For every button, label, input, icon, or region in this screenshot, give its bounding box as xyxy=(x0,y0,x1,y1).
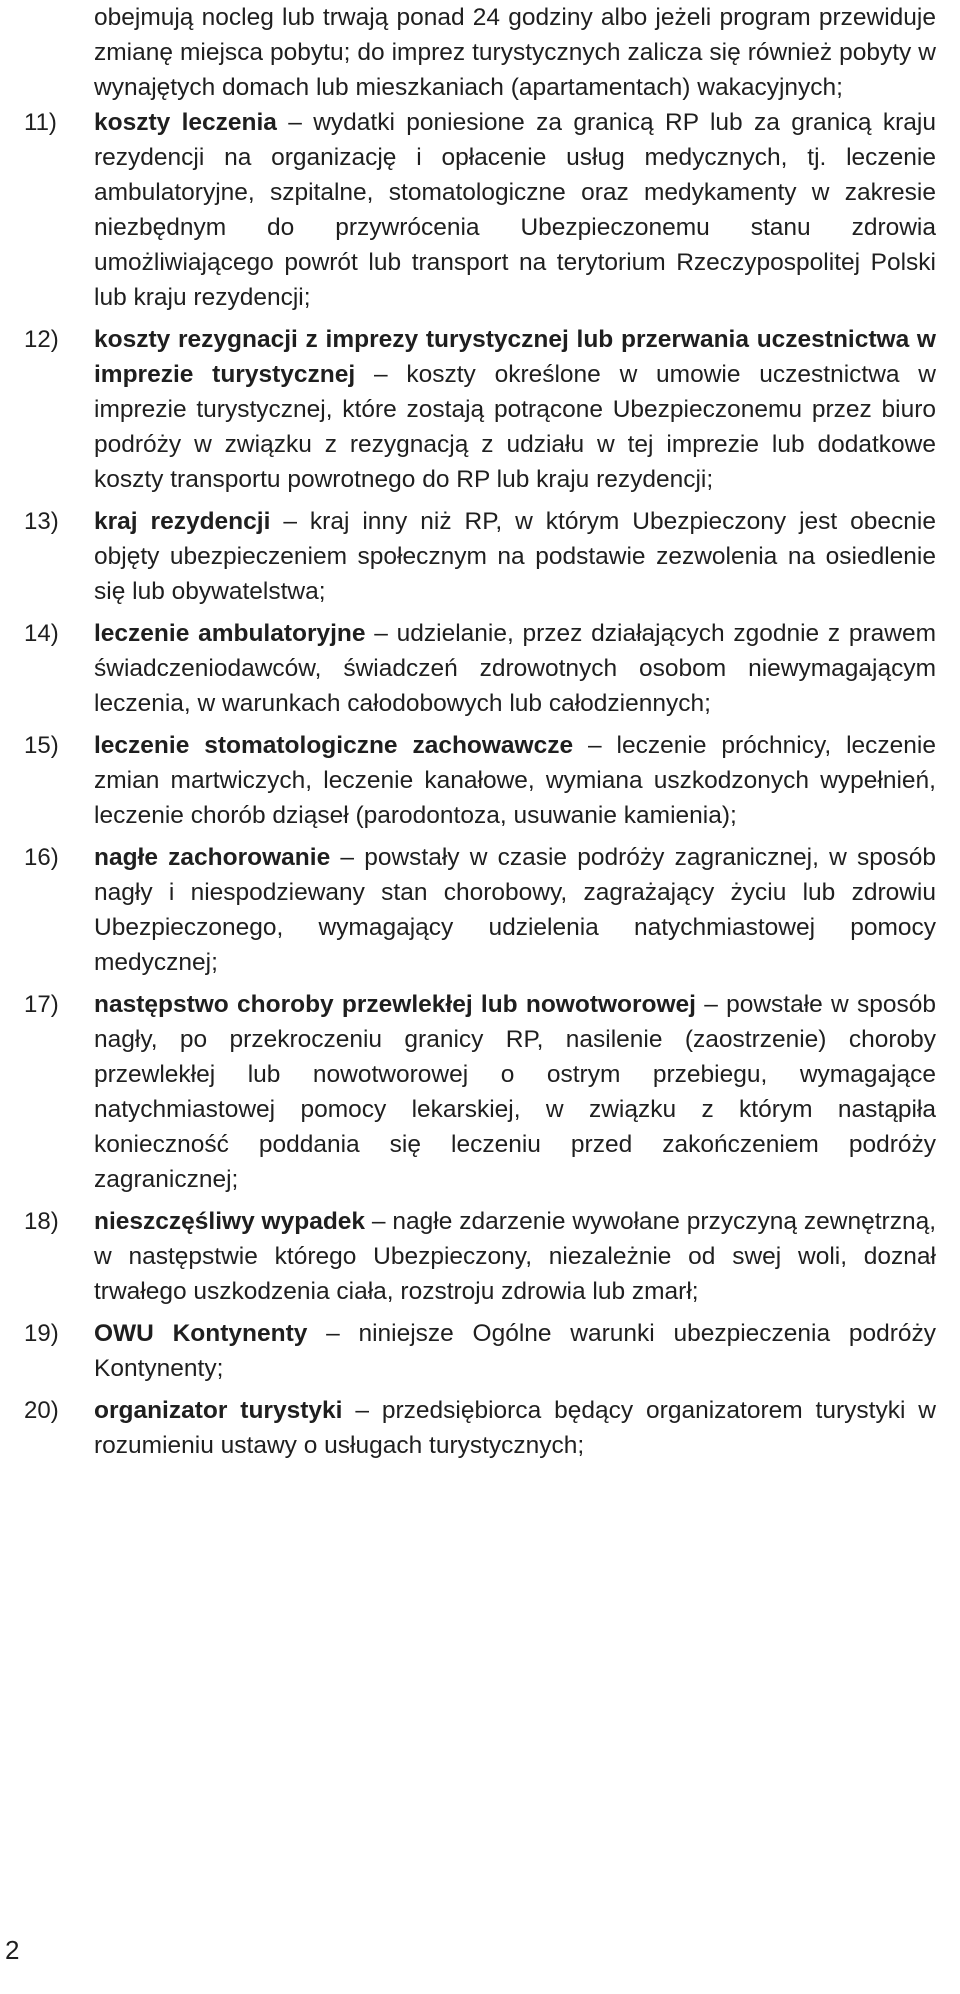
definition-number: 20) xyxy=(24,1397,59,1424)
definition-19 xyxy=(24,1316,936,1386)
definition-11 xyxy=(24,105,936,315)
definition-text: – leczenie próchnicy, leczenie zmian martwiczych, leczenie kanałowe, wymiana uszkodzonych wypełnień, leczenie chorób dziąseł (parodontoza, usuwanie kamienia); xyxy=(94,732,936,829)
definition-body xyxy=(94,728,936,833)
definition-term: nieszczęśliwy wypadek xyxy=(94,1208,366,1235)
definition-number: 12) xyxy=(24,326,59,353)
definition-13 xyxy=(24,504,936,609)
definition-text: – powstałe w sposób nagły, po przekroczeniu granicy RP, nasilenie (zaostrzenie) choroby przewlekłej lub nowotworowej o ostrym przebiegu, wymagające natychmiastowej pomocy lekarskiej, w związku z którym nastąpiła konieczność poddania się leczeniu przed zakończeniem podróży zagranicznej; xyxy=(94,991,936,1193)
intro-paragraph: obejmują nocleg lub trwają ponad 24 godziny albo jeżeli program przewiduje zmianę miejsca pobytu; do imprez turystycznych zalicza się również pobyty w wynajętych domach lub mieszkaniach (apartamentach) wakacyjnych; xyxy=(94,4,936,101)
definition-body xyxy=(94,840,936,980)
definition-term: leczenie stomatologiczne zachowawcze xyxy=(94,732,574,759)
definition-number: 13) xyxy=(24,508,59,535)
definition-number: 16) xyxy=(24,844,59,871)
definition-term: koszty rezygnacji z imprezy turystycznej lub przerwania uczestnictwa w imprezie turystycznej xyxy=(94,326,936,388)
definition-15 xyxy=(24,728,936,833)
definition-term: OWU Kontynenty xyxy=(94,1320,308,1347)
definition-text: – kraj inny niż RP, w którym Ubezpieczony jest obecnie objęty ubezpieczeniem społecznym na podstawie zezwolenia na osiedlenie się lub obywatelstwa; xyxy=(94,508,937,605)
definition-20 xyxy=(24,1393,936,1463)
definition-text: – wydatki poniesione za granicą RP lub za granicą kraju rezydencji na organizację i opłacenie usług medycznych, tj. leczenie ambulatoryjne, szpitalne, stomatologiczne oraz medykamenty w zakresie niezbędnym do przywrócenia Ubezpieczonemu stanu zdrowia umożliwiającego powrót lub transport na terytorium Rzeczypospolitej Polski lub kraju rezydencji; xyxy=(94,109,936,311)
definition-term: nagłe zachorowanie xyxy=(94,844,331,871)
definition-text: – powstały w czasie podróży zagranicznej, w sposób nagły i niespodziewany stan chorobowy, zagrażający życiu lub zdrowiu Ubezpieczonego, wymagający udzielenia natychmiastowej pomocy medycznej; xyxy=(94,844,936,976)
document-page xyxy=(24,0,936,1470)
definition-text: – niniejsze Ogólne warunki ubezpieczenia podróży Kontynenty; xyxy=(94,1320,937,1382)
definition-term: kraj rezydencji xyxy=(94,508,271,535)
definition-12 xyxy=(24,322,936,497)
definition-body xyxy=(94,504,936,609)
definition-term: leczenie ambulatoryjne xyxy=(94,620,366,647)
definition-14 xyxy=(24,616,936,721)
definition-body xyxy=(94,1204,936,1309)
definition-text: – koszty określone w umowie uczestnictwa w imprezie turystycznej, które zostają potrącone Ubezpieczonemu przez biuro podróży w związku z rezygnacją z udziału w tej imprezie lub dodatkowe koszty transportu powrotnego do RP lub kraju rezydencji; xyxy=(94,361,936,493)
definition-body xyxy=(94,987,936,1197)
definition-text: – udzielanie, przez działających zgodnie z prawem świadczeniodawców, świadczeń zdrowotnych osobom niewymagającym leczenia, w warunkach całodobowych lub całodziennych; xyxy=(94,620,936,717)
page-number: 2 xyxy=(5,1935,20,1965)
definition-17 xyxy=(24,987,936,1197)
definition-text: – przedsiębiorca będący organizatorem turystyki w rozumieniu ustawy o usługach turystycznych; xyxy=(94,1397,936,1459)
definition-term: koszty leczenia xyxy=(94,109,277,136)
definition-number: 11) xyxy=(24,109,57,136)
definition-number: 19) xyxy=(24,1320,59,1347)
definition-term: następstwo choroby przewlekłej lub nowotworowej xyxy=(94,991,696,1018)
definition-number: 15) xyxy=(24,732,59,759)
definition-18 xyxy=(24,1204,936,1309)
definition-body xyxy=(94,105,936,315)
definition-body xyxy=(94,1316,936,1386)
definition-text: – nagłe zdarzenie wywołane przyczyną zewnętrzną, w następstwie którego Ubezpieczony, niezależnie od swej woli, doznał trwałego uszkodzenia ciała, rozstroju zdrowia lub zmarł; xyxy=(94,1208,937,1305)
definition-body xyxy=(94,1393,936,1463)
definition-number: 14) xyxy=(24,620,59,647)
definition-body xyxy=(94,616,936,721)
definition-body xyxy=(94,322,936,497)
definition-16 xyxy=(24,840,936,980)
definition-number: 17) xyxy=(24,991,59,1018)
definition-term: organizator turystyki xyxy=(94,1397,343,1424)
definition-number: 18) xyxy=(24,1208,59,1235)
